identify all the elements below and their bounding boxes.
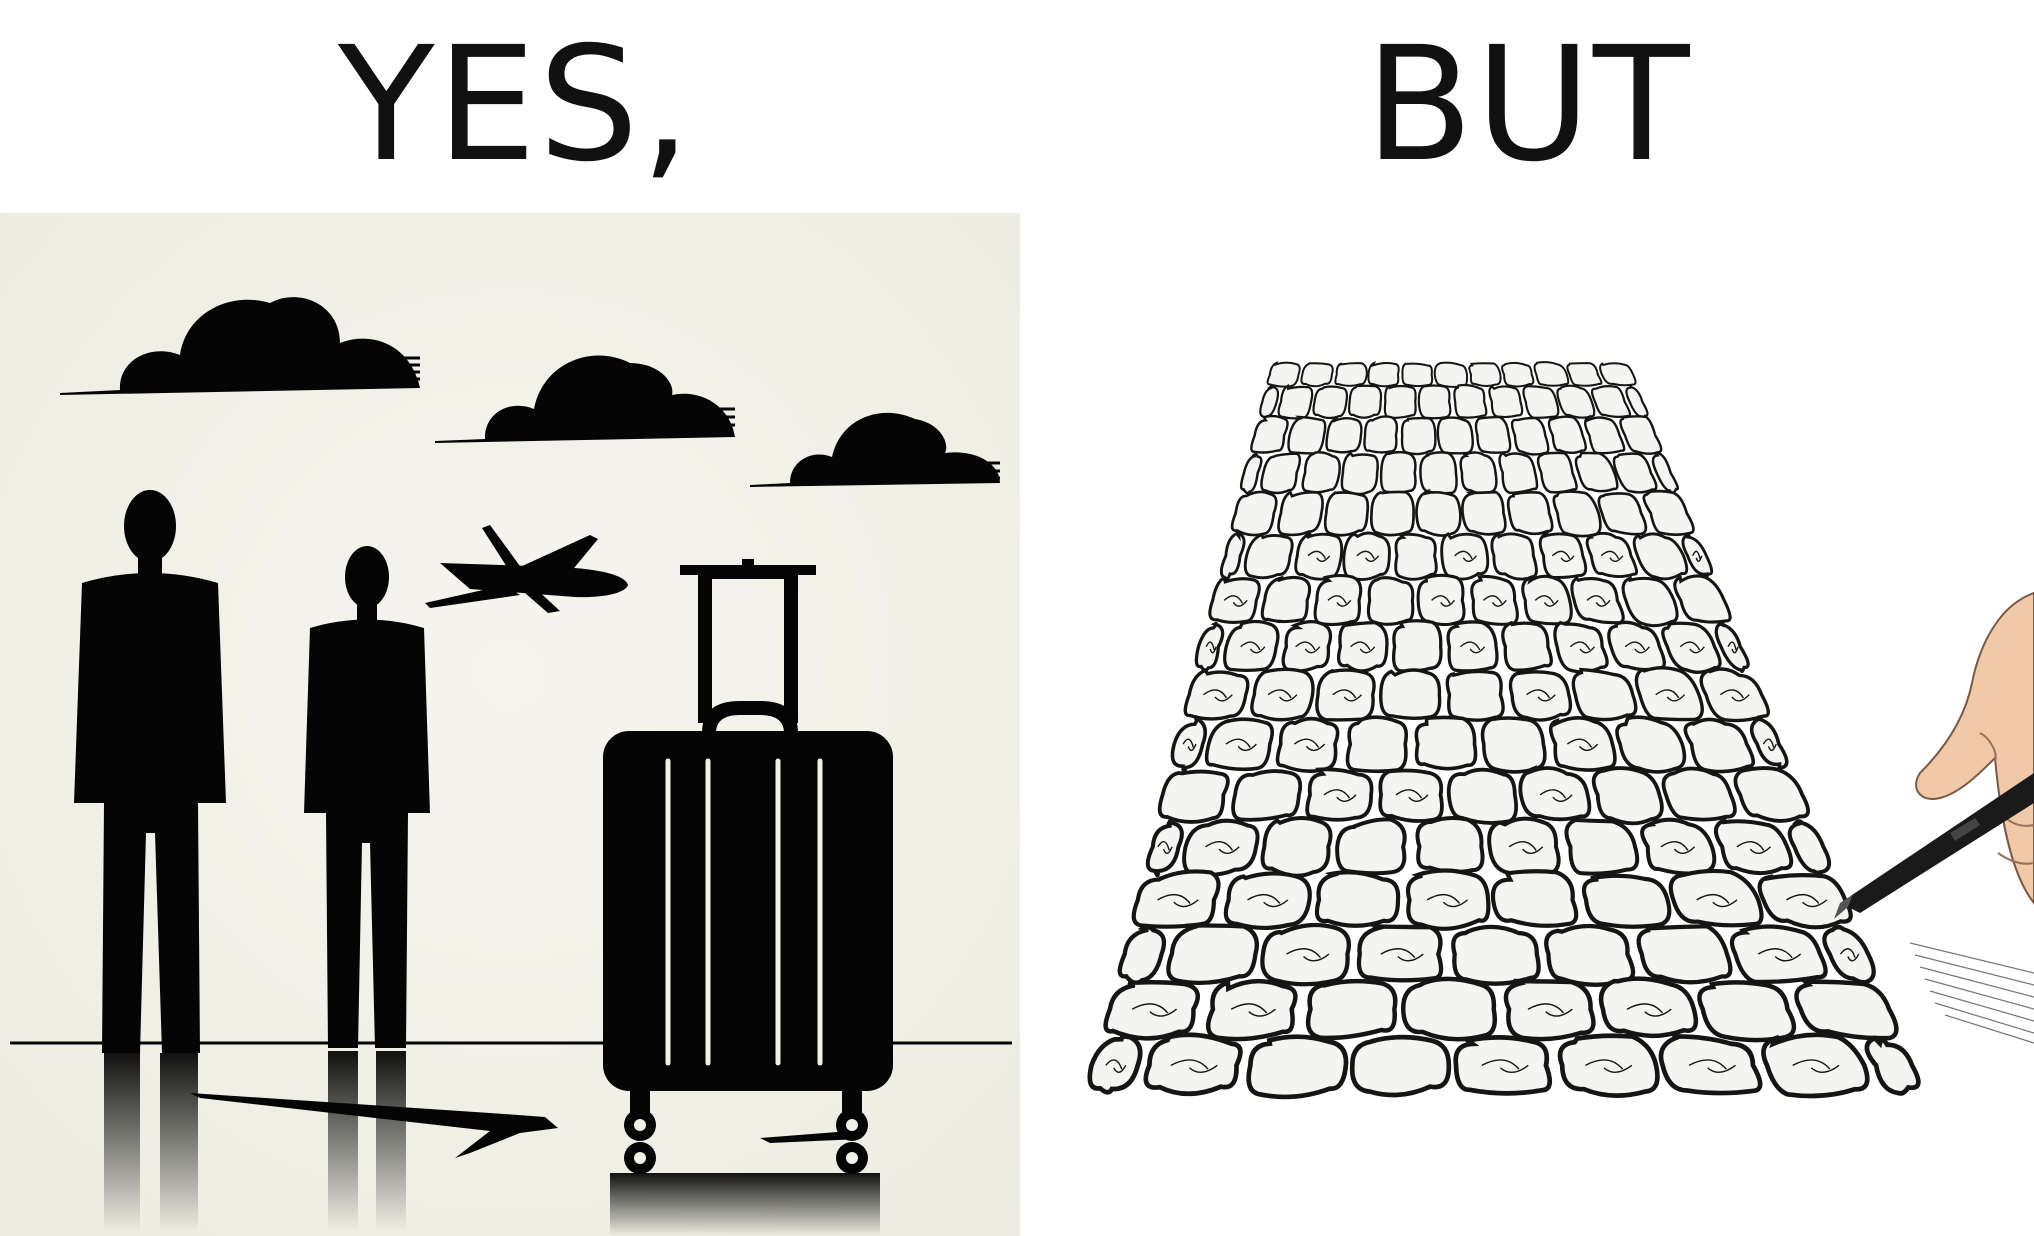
airport-scene [0, 213, 1020, 1236]
cobblestone [1456, 1037, 1550, 1093]
cobblestone [1584, 876, 1669, 927]
cobblestone [1262, 925, 1349, 984]
cobblestone [1252, 669, 1313, 719]
cobblestone [1279, 492, 1323, 535]
caption-yes: YES, [338, 13, 693, 197]
cobblestone [1546, 926, 1633, 985]
cobblestone [1381, 452, 1415, 492]
cobblestone [1506, 981, 1594, 1039]
cobblestone [1461, 452, 1497, 493]
caption-but: BUT [1365, 13, 1692, 197]
cobblestone [1520, 768, 1589, 819]
cobblestone [1249, 1037, 1346, 1097]
cobblestone [1288, 417, 1325, 454]
cobblestone [1448, 622, 1497, 671]
cobblestone [1512, 418, 1548, 454]
cobblestone [1342, 453, 1378, 494]
cobblestone [1500, 453, 1537, 493]
cobblestone [1168, 926, 1256, 983]
cobblestone [1472, 576, 1518, 624]
cobblestone [1416, 717, 1475, 768]
cobblestone [1344, 533, 1390, 580]
cobblestone [1447, 671, 1503, 720]
cobblestone [1317, 670, 1374, 720]
cobblestone [1396, 534, 1437, 579]
cobblestone [1408, 870, 1488, 928]
cobblestone [1160, 772, 1228, 822]
cobblestone [1476, 417, 1510, 453]
cobblestone [1262, 577, 1309, 621]
cobblestone [1337, 819, 1405, 873]
cobblestone [1510, 672, 1570, 720]
cobblestone [1385, 386, 1416, 418]
cobblestone [1364, 416, 1396, 452]
cobblestone [1449, 770, 1516, 823]
panel-yes [0, 213, 1020, 1236]
cobblestone [1315, 576, 1361, 625]
cobblestone [1402, 418, 1435, 454]
cobblestone [1566, 820, 1637, 874]
cobblestone [1368, 363, 1398, 386]
cobblestone [1106, 982, 1198, 1038]
panel-but [1040, 213, 2034, 1236]
cobblestone [1352, 1037, 1449, 1095]
cobblestone [1416, 492, 1460, 536]
cobblestone [1296, 533, 1342, 579]
cobblestone [1368, 578, 1412, 625]
cobblestone [1438, 418, 1473, 454]
cobblestone [1420, 452, 1456, 493]
cobblestone [1442, 534, 1488, 579]
cobblestone-scene [1040, 213, 2034, 1236]
cobblestone [1560, 1036, 1657, 1096]
cobblestone [1184, 821, 1257, 875]
cobblestone [1540, 534, 1586, 578]
cobblestone [1245, 535, 1292, 578]
cobblestone [1371, 492, 1413, 535]
cobblestone [1317, 872, 1398, 926]
cobblestone [1417, 818, 1482, 872]
cobblestone [1207, 719, 1273, 769]
cobblestone [1210, 578, 1259, 623]
cobblestone [1308, 981, 1395, 1038]
cobblestone [1394, 621, 1441, 671]
cobblestone [1523, 386, 1558, 418]
cobblestone [1523, 576, 1572, 623]
cobblestone [1233, 771, 1300, 820]
cobblestone [1503, 623, 1552, 670]
cobblestone [1301, 363, 1332, 386]
cobblestone [1327, 418, 1362, 452]
cobblestone [1462, 492, 1505, 534]
cobblestone [1283, 622, 1330, 672]
cobblestone [1403, 979, 1495, 1039]
cobblestone [1483, 718, 1545, 772]
cobblestone [1380, 770, 1442, 821]
cobblestone [1335, 363, 1366, 386]
cobblestone [1277, 719, 1337, 772]
cobblestone [1314, 387, 1347, 419]
cobblestone [1502, 363, 1533, 387]
cobblestone [1489, 386, 1522, 417]
cobblestone [1279, 386, 1313, 419]
cobblestone [1268, 363, 1300, 387]
cobblestone [1339, 623, 1387, 671]
cobblestone [1601, 979, 1696, 1036]
cobblestone [1508, 492, 1552, 533]
cobblestone [1594, 768, 1662, 823]
cobblestone [1435, 363, 1467, 387]
cobblestone [1303, 452, 1340, 492]
cobblestone [1419, 385, 1451, 418]
cobblestone [1402, 363, 1432, 386]
cobblestone [1347, 717, 1406, 771]
cobblestone [1146, 1035, 1241, 1094]
cobblestone [1349, 386, 1381, 418]
cobblestone [1699, 982, 1793, 1040]
cobblestone [1418, 575, 1464, 624]
cobblestone [1453, 927, 1538, 984]
cobblestone [1307, 769, 1371, 819]
cobblestone [1469, 363, 1500, 386]
cobblestone [1492, 534, 1537, 579]
cobblestone [1454, 385, 1486, 418]
cobblestone [1493, 871, 1576, 926]
cobblestone [1226, 873, 1310, 928]
cobblestone [1763, 1035, 1867, 1096]
cobblestone [1381, 670, 1440, 718]
cobblestone [1359, 926, 1441, 980]
cobblestone [1263, 818, 1331, 876]
cobblestone [1208, 981, 1295, 1039]
cobblestone [1261, 454, 1299, 493]
cobblestone [1489, 819, 1559, 875]
cobblestone [1325, 492, 1368, 535]
cobblestone [1551, 718, 1615, 770]
cobblestone [1639, 926, 1731, 982]
cobblestone [1185, 670, 1248, 719]
